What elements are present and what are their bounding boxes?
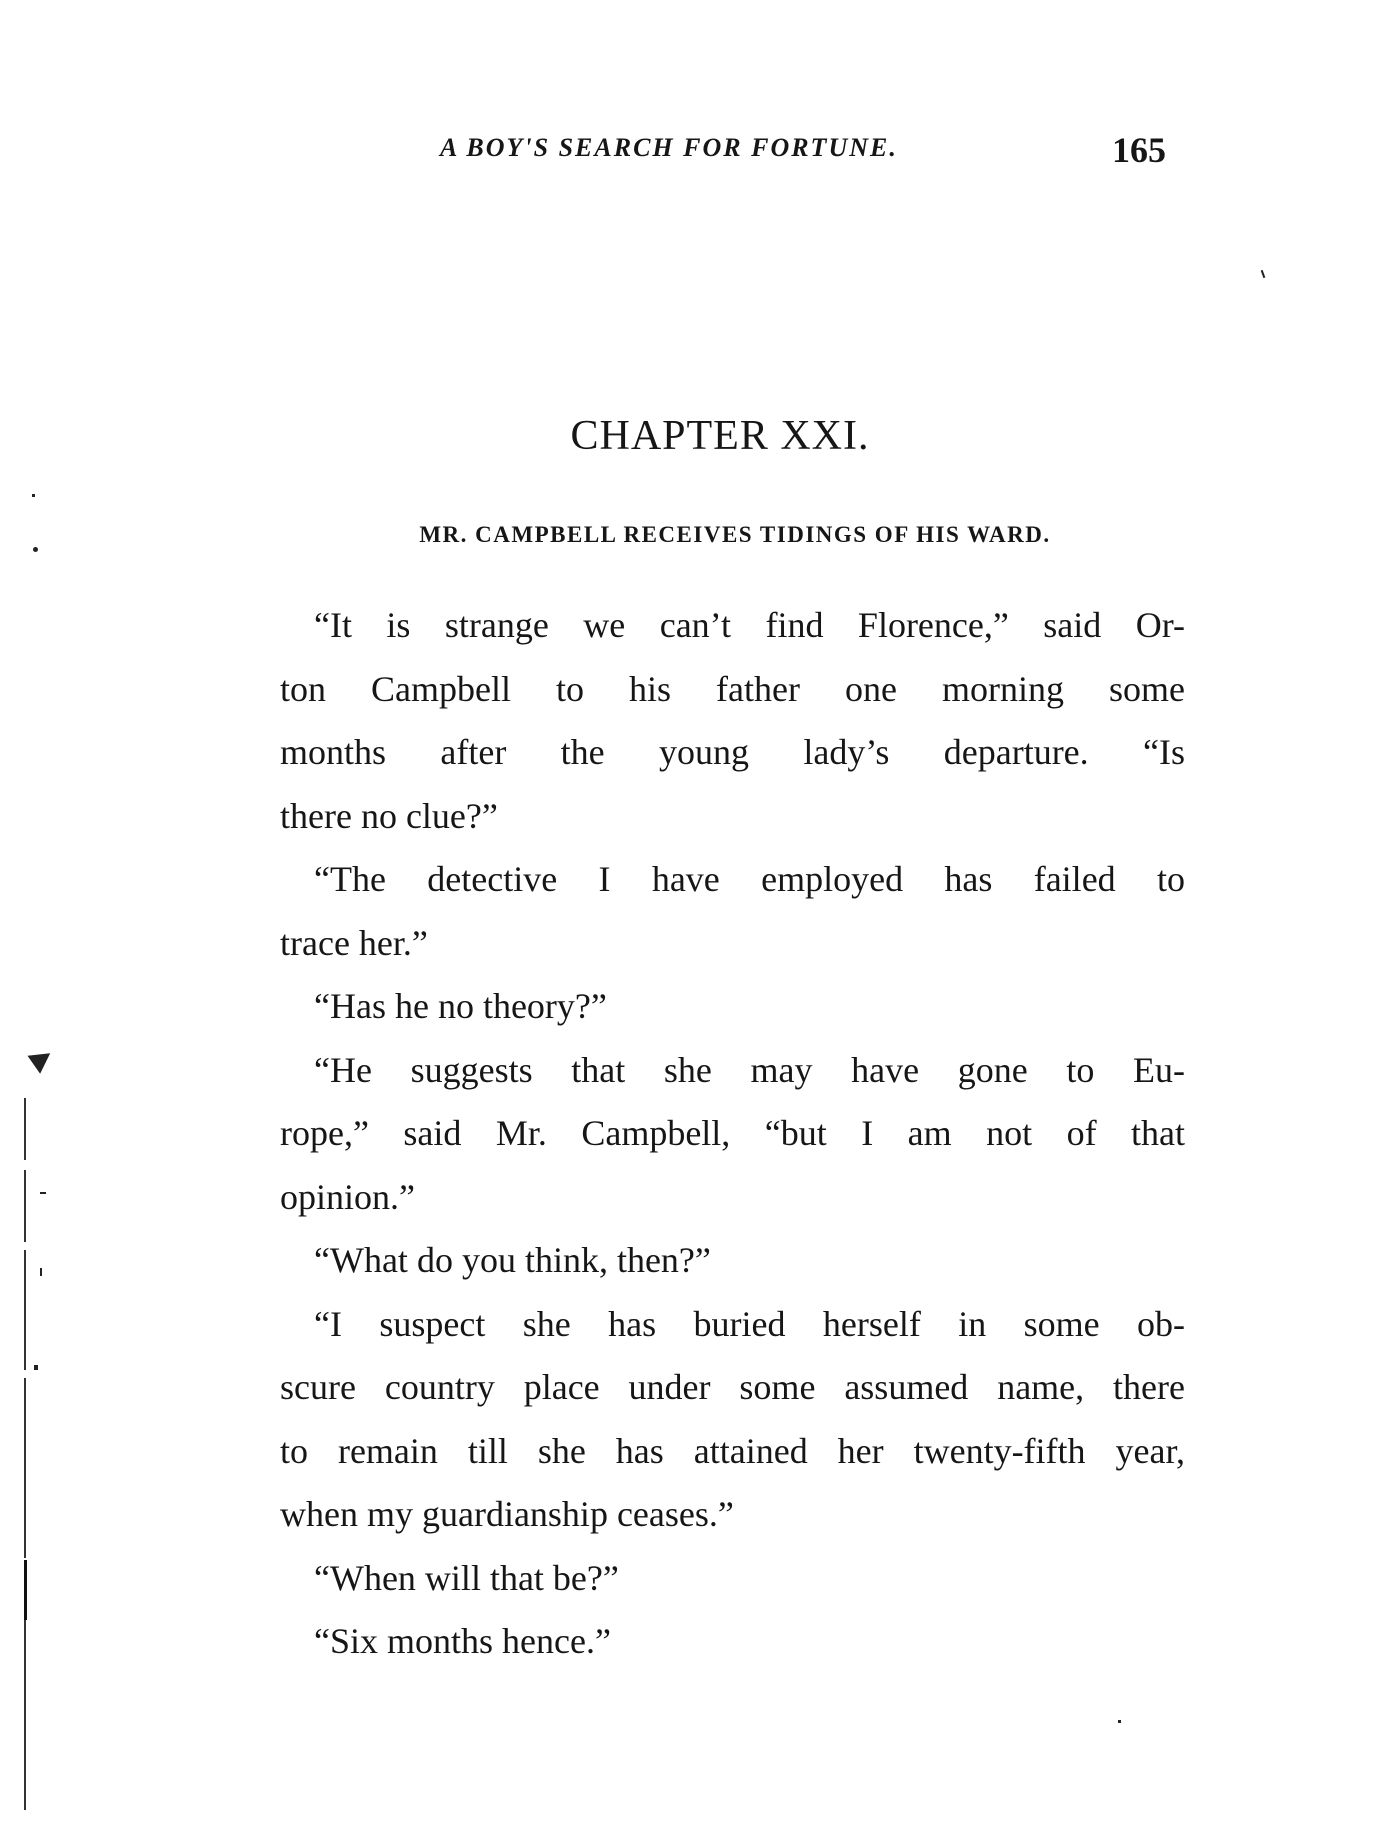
margin-rule-line <box>24 1378 26 1558</box>
page-number: 165 <box>1112 130 1166 170</box>
text-line: “What do you think, then?” <box>314 1240 711 1280</box>
running-head: A BOY'S SEARCH FOR FORTUNE. <box>440 133 898 162</box>
text-line: scure country place under some assumed name, there <box>280 1367 1185 1407</box>
margin-speck <box>32 494 35 497</box>
text-line: ton Campbell to his father one morning some <box>280 668 1185 709</box>
margin-speck <box>1118 1720 1121 1723</box>
margin-rule-line <box>24 1560 27 1620</box>
margin-speck <box>34 1365 38 1370</box>
text-line: months after the young lady’s departure. “Is <box>280 732 1185 772</box>
text-line: rope,” said Mr. Campbell, “but I am not of that <box>280 1113 1185 1153</box>
text-line: “I suspect she has buried herself in some ob- <box>314 1303 1185 1344</box>
body-text <box>280 594 1185 1674</box>
text-line: there no clue?” <box>280 795 498 836</box>
text-line: when my guardianship ceases.” <box>280 1494 734 1534</box>
text-line: “When will that be?” <box>314 1557 619 1598</box>
margin-rule-line <box>24 1098 26 1160</box>
text-line: opinion.” <box>280 1176 415 1217</box>
chapter-title: CHAPTER XXI. <box>570 413 870 459</box>
text-line: trace her.” <box>280 922 428 963</box>
margin-arrow-mark <box>27 1044 56 1073</box>
text-line: “He suggests that she may have gone to Eu- <box>314 1049 1185 1090</box>
margin-speck <box>33 547 38 552</box>
text-line: “It is strange we can’t find Florence,” said Or- <box>314 605 1185 645</box>
text-line: “The detective I have employed has failed to <box>314 859 1185 899</box>
margin-rule-line <box>24 1250 26 1370</box>
margin-rule-line <box>24 1620 26 1810</box>
margin-speck <box>1261 270 1266 278</box>
text-line: “Six months hence.” <box>314 1621 611 1661</box>
margin-speck <box>40 1268 42 1276</box>
text-line: “Has he no theory?” <box>314 986 607 1026</box>
margin-rule-line <box>24 1170 26 1242</box>
text-line: to remain till she has attained her twenty-fifth year, <box>280 1430 1185 1471</box>
chapter-subtitle: MR. CAMPBELL RECEIVES TIDINGS OF HIS WARD. <box>419 522 1051 547</box>
margin-speck <box>40 1192 46 1194</box>
